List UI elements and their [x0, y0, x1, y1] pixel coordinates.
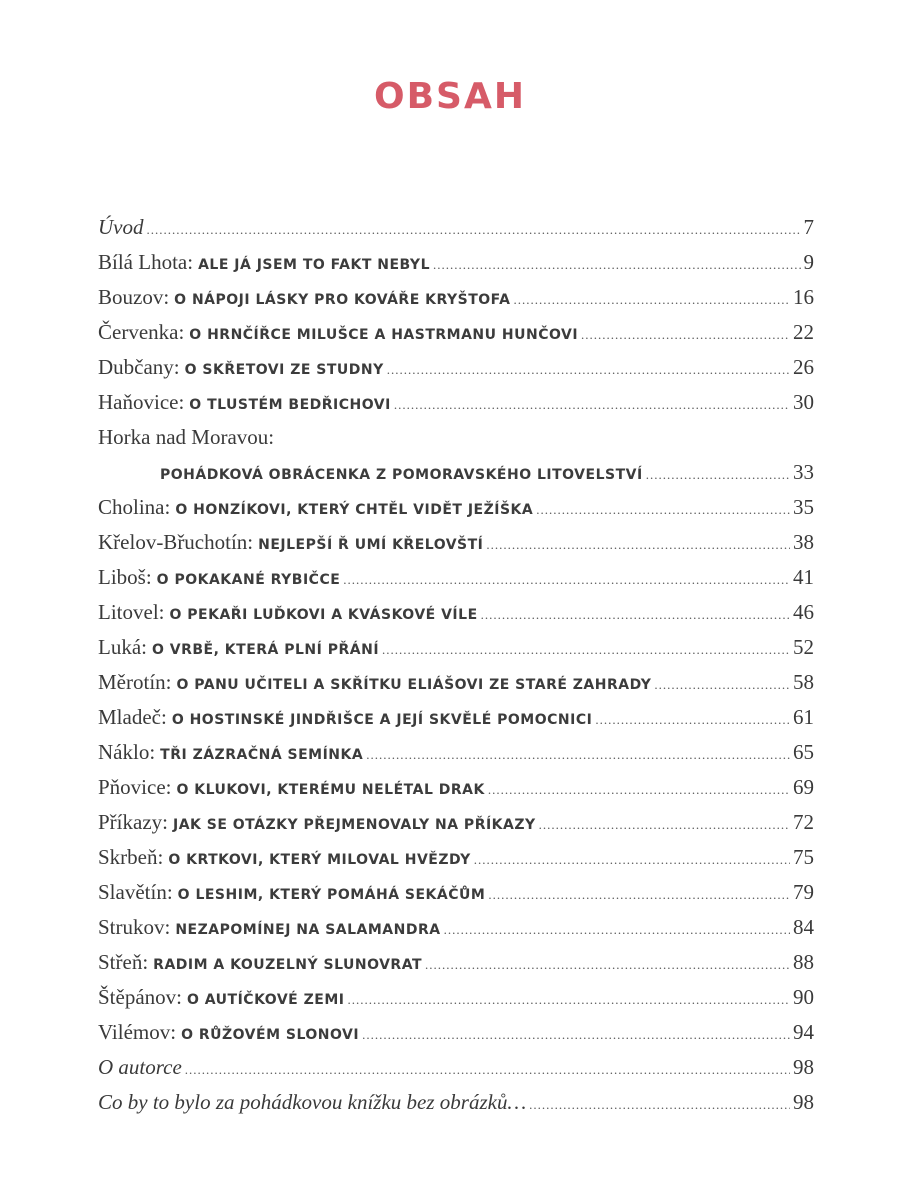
page-title: OBSAH: [374, 76, 526, 117]
dot-leader: [444, 912, 790, 947]
toc-story-title: O KLUKOVI, KTERÉMU NELÉTAL DRAK: [176, 782, 485, 798]
toc-story-title: O AUTÍČKOVÉ ZEMI: [187, 992, 345, 1008]
toc-entry[interactable]: [98, 735, 814, 770]
toc-page-number: 72: [793, 810, 814, 834]
toc-story-title: O KRTKOVI, KTERÝ MILOVAL HVĚZDY: [168, 852, 471, 868]
toc-story-title: O NÁPOJI LÁSKY PRO KOVÁŘE KRYŠTOFA: [174, 292, 511, 308]
toc-entry[interactable]: [98, 665, 814, 700]
toc-page-number: 38: [793, 530, 814, 554]
toc-entry[interactable]: [98, 210, 814, 245]
toc-place: Co by to bylo za pohádkovou knížku bez obrázků…: [98, 1090, 527, 1114]
toc-page-number: 84: [793, 915, 814, 939]
toc-story-title: POHÁDKOVÁ OBRÁCENKA Z POMORAVSKÉHO LITOVELSTVÍ: [160, 467, 643, 483]
toc-place: Skrbeň:: [98, 845, 164, 869]
toc-entry[interactable]: [98, 700, 814, 735]
toc-entry[interactable]: [98, 840, 814, 875]
dot-leader: [366, 737, 790, 772]
dot-leader: [343, 562, 790, 597]
toc-page-number: 75: [793, 845, 814, 869]
toc-place: Měrotín:: [98, 670, 172, 694]
toc-entry[interactable]: [98, 910, 814, 945]
toc-page-number: 16: [793, 285, 814, 309]
toc-story-title: O HRNČÍŘCE MILUŠCE A HASTRMANU HUNČOVI: [189, 327, 579, 343]
toc-page-number: 26: [793, 355, 814, 379]
dot-leader: [394, 387, 790, 422]
toc-place: O autorce: [98, 1055, 182, 1079]
dot-leader: [481, 597, 790, 632]
toc-story-title: NEZAPOMÍNEJ NA SALAMANDRA: [175, 922, 441, 938]
dot-leader: [581, 317, 790, 352]
toc-place: Haňovice:: [98, 390, 185, 414]
toc-page-number: 65: [793, 740, 814, 764]
toc-page-number: 46: [793, 600, 814, 624]
toc-page-number: 9: [803, 250, 814, 274]
toc-entry[interactable]: [98, 805, 814, 840]
dot-leader: [539, 807, 790, 842]
toc-story-title: O HONZÍKOVI, KTERÝ CHTĚL VIDĚT JEŽÍŠKA: [175, 502, 534, 518]
toc-place: Střeň:: [98, 950, 149, 974]
toc-page-number: 7: [803, 215, 814, 239]
dot-leader: [382, 632, 790, 667]
toc-page-number: 94: [793, 1020, 814, 1044]
toc-story-title: O HOSTINSKÉ JINDŘIŠCE A JEJÍ SKVĚLÉ POMOCNICI: [171, 712, 593, 728]
dot-leader: [654, 667, 790, 702]
toc-story-title: RADIM A KOUZELNÝ SLUNOVRAT: [153, 957, 423, 973]
toc-place: Úvod: [98, 215, 144, 239]
dot-leader: [488, 877, 790, 912]
toc-entry[interactable]: [98, 315, 814, 350]
dot-leader: [646, 457, 790, 492]
toc-entry[interactable]: [98, 980, 814, 1015]
toc-place: Strukov:: [98, 915, 171, 939]
toc-page-number: 58: [793, 670, 814, 694]
toc-entry[interactable]: [98, 420, 814, 455]
toc-entry[interactable]: [98, 385, 814, 420]
dot-leader: [536, 492, 790, 527]
toc-page-number: 79: [793, 880, 814, 904]
toc-story-title: ALE JÁ JSEM TO FAKT NEBYL: [198, 257, 430, 273]
toc-entry[interactable]: [98, 1085, 814, 1120]
toc-story-title: O RŮŽOVÉM SLONOVI: [181, 1027, 360, 1043]
dot-leader: [488, 772, 790, 807]
toc-story-title: NEJLEPŠÍ Ř UMÍ KŘELOVŠTÍ: [258, 537, 484, 553]
toc-page-number: 30: [793, 390, 814, 414]
toc-entry[interactable]: [98, 595, 814, 630]
toc-entry[interactable]: [98, 245, 814, 280]
toc-entry[interactable]: [98, 1050, 814, 1085]
toc-place: Vilémov:: [98, 1020, 177, 1044]
toc-entry[interactable]: [98, 455, 814, 490]
toc-story-title: O PEKAŘI LUĎKOVI A KVÁSKOVÉ VÍLE: [169, 607, 478, 623]
toc-entry[interactable]: [98, 525, 814, 560]
toc-story-title: JAK SE OTÁZKY PŘEJMENOVALY NA PŘÍKAZY: [172, 817, 536, 833]
toc-place: Litovel:: [98, 600, 165, 624]
dot-leader: [474, 842, 790, 877]
dot-leader: [362, 1017, 790, 1052]
dot-leader: [185, 1052, 790, 1087]
dot-leader: [425, 947, 790, 982]
dot-leader: [147, 212, 801, 247]
toc-page-number: 52: [793, 635, 814, 659]
toc-story-title: O POKAKANÉ RYBIČCE: [156, 572, 341, 588]
toc-story-title: O VRBĚ, KTERÁ PLNÍ PŘÁNÍ: [151, 642, 380, 658]
toc-story-title: O SKŘETOVI ZE STUDNY: [184, 362, 384, 378]
toc-place: Slavětín:: [98, 880, 173, 904]
toc-story-title: O LESHIM, KTERÝ POMÁHÁ SEKÁČŮM: [177, 887, 486, 903]
toc-page-number: 90: [793, 985, 814, 1009]
toc-place: Červenka:: [98, 320, 185, 344]
toc-entry[interactable]: [98, 280, 814, 315]
toc-place: Dubčany:: [98, 355, 180, 379]
toc-entry[interactable]: [98, 350, 814, 385]
dot-leader: [595, 702, 790, 737]
dot-leader: [513, 282, 790, 317]
toc-story-title: O TLUSTÉM BEDŘICHOVI: [189, 397, 391, 413]
dot-leader: [387, 352, 790, 387]
table-of-contents: [98, 210, 814, 1120]
toc-place: Bílá Lhota:: [98, 250, 194, 274]
toc-place: Křelov-Břuchotín:: [98, 530, 254, 554]
toc-page-number: 98: [793, 1090, 814, 1114]
toc-entry[interactable]: [98, 1015, 814, 1050]
toc-entry[interactable]: [98, 560, 814, 595]
toc-place: Náklo:: [98, 740, 156, 764]
dot-leader: [347, 982, 790, 1017]
toc-page-number: 22: [793, 320, 814, 344]
toc-entry[interactable]: [98, 875, 814, 910]
toc-story-title: O PANU UČITELI A SKŘÍTKU ELIÁŠOVI ZE STARÉ ZAHRADY: [176, 677, 652, 693]
toc-page-number: 88: [793, 950, 814, 974]
dot-leader: [529, 1087, 790, 1122]
toc-page-number: 41: [793, 565, 814, 589]
toc-place: Pňovice:: [98, 775, 172, 799]
toc-place: Bouzov:: [98, 285, 170, 309]
toc-page-number: 33: [793, 460, 814, 484]
toc-page-number: 61: [793, 705, 814, 729]
toc-page-number: 69: [793, 775, 814, 799]
toc-place: Liboš:: [98, 565, 152, 589]
toc-story-title: TŘI ZÁZRAČNÁ SEMÍNKA: [160, 747, 364, 763]
toc-place: Příkazy:: [98, 810, 168, 834]
toc-entry[interactable]: [98, 770, 814, 805]
dot-leader: [486, 527, 790, 562]
toc-place: Mladeč:: [98, 705, 167, 729]
toc-place: Luká:: [98, 635, 147, 659]
toc-place: Horka nad Moravou:: [98, 425, 275, 449]
toc-place: Cholina:: [98, 495, 171, 519]
toc-entry[interactable]: [98, 490, 814, 525]
toc-page-number: 98: [793, 1055, 814, 1079]
toc-entry[interactable]: [98, 945, 814, 980]
dot-leader: [433, 247, 801, 282]
toc-place: Štěpánov:: [98, 985, 182, 1009]
toc-page-number: 35: [793, 495, 814, 519]
toc-entry[interactable]: [98, 630, 814, 665]
